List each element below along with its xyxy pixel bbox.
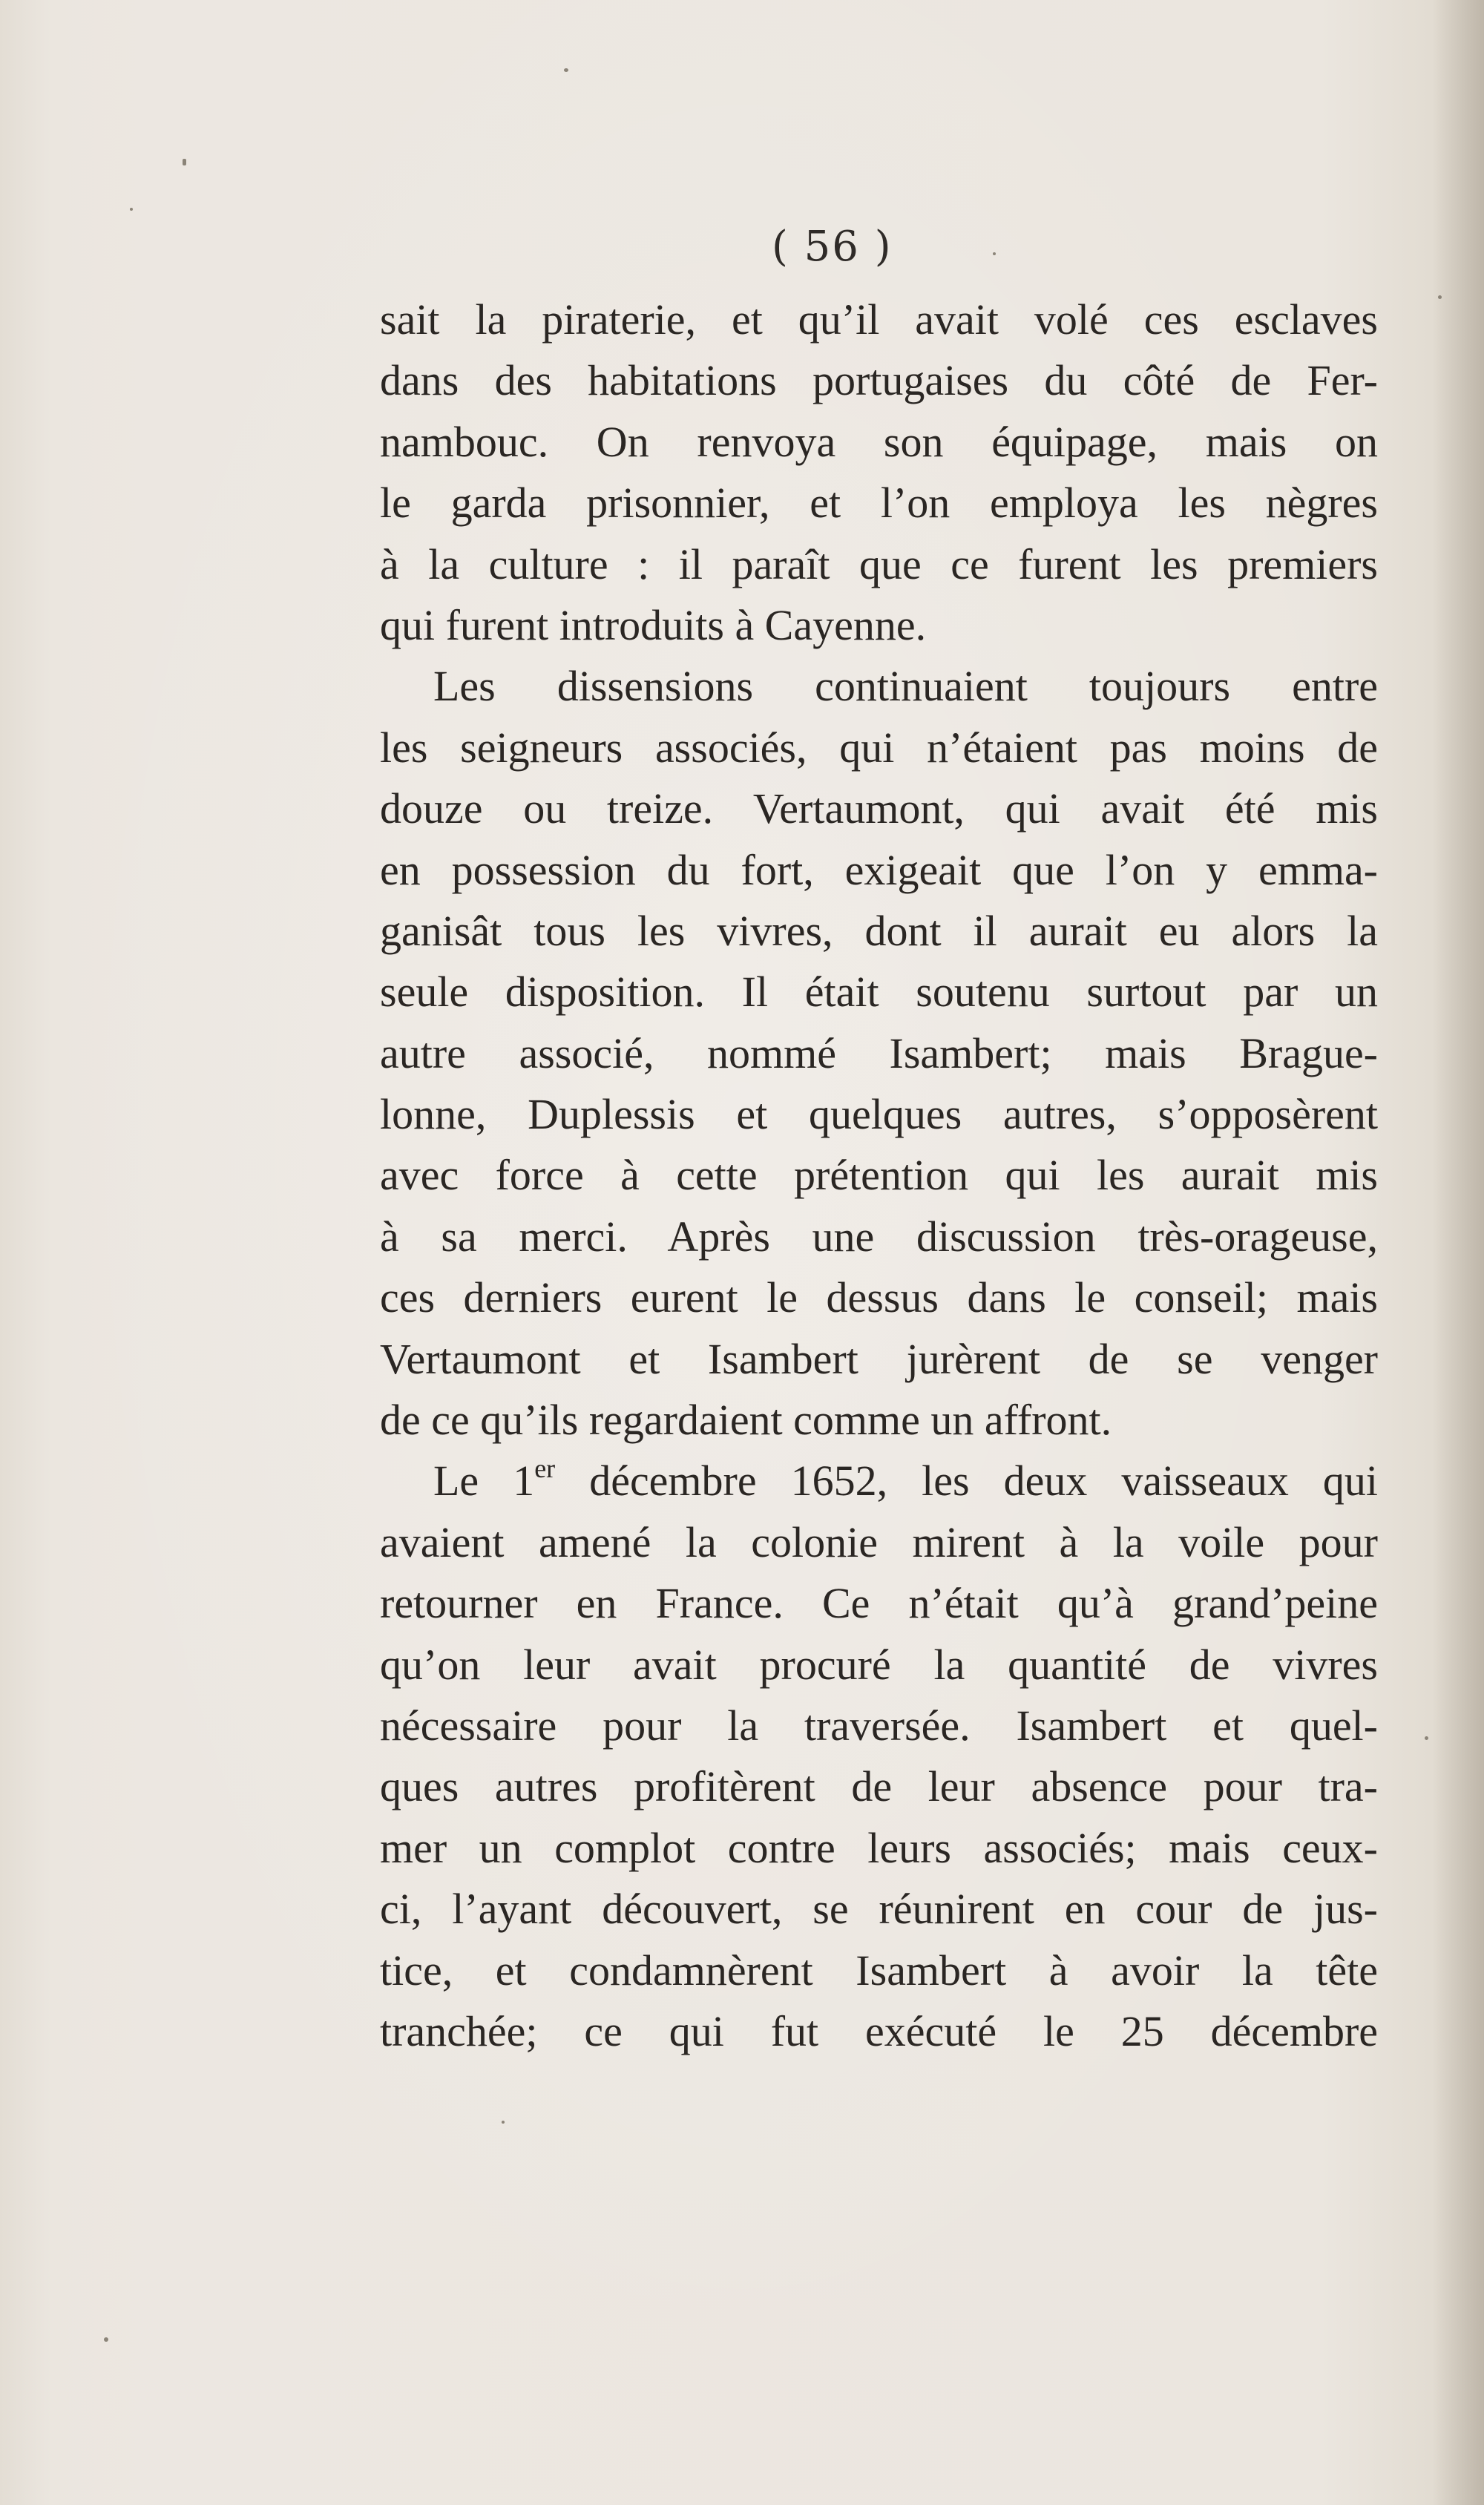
text-line: qui furent introduits à Cayenne. [380, 600, 927, 649]
text-line: avec force à cette prétention qui les aurait mis [380, 1151, 1378, 1200]
text-line: qu’on leur avait procuré la quantité de vivres [380, 1640, 1378, 1689]
text-line [380, 1451, 1378, 1511]
text-line: nécessaire pour la traversée. Isambert et quel- [380, 1701, 1378, 1750]
text-line: avaient amené la colonie mirent à la voile pour [380, 1517, 1378, 1566]
paragraph-3 [380, 1451, 1378, 2062]
text-line: de ce qu’ils regardaient comme un affront. [380, 1396, 1112, 1445]
text-line: sait la piraterie, et qu’il avait volé ces esclaves [380, 295, 1378, 344]
paper-speck [130, 208, 133, 211]
text-line: autre associé, nommé Isambert; mais Brague- [380, 1028, 1378, 1077]
text-line: nambouc. On renvoya son équipage, mais on [380, 417, 1378, 466]
page-number: ( 56 ) [772, 223, 893, 271]
text-fragment: décembre 1652, les deux vaisseaux qui [555, 1457, 1378, 1506]
paper-speck [993, 252, 996, 255]
text-line: ci, l’ayant découvert, se réunirent en cour de jus- [380, 1885, 1378, 1934]
text-line: retourner en France. Ce n’était qu’à grand’peine [380, 1579, 1378, 1628]
text-line: Les dissensions continuaient toujours entre [433, 662, 1378, 711]
superscript: er [534, 1454, 556, 1484]
paragraph-2 [380, 656, 1378, 1451]
paper-speck [183, 159, 186, 165]
text-line: ganisât tous les vivres, dont il aurait eu alors la [380, 906, 1378, 955]
text-line: lonne, Duplessis et quelques autres, s’opposèrent [380, 1090, 1378, 1139]
text-line: douze ou treize. Vertaumont, qui avait été mis [380, 784, 1378, 833]
text-line: Vertaumont et Isambert jurèrent de se venger [380, 1334, 1378, 1383]
page-body-text [380, 289, 1378, 2062]
paper-speck [104, 2337, 108, 2342]
text-line: à la culture : il paraît que ce furent les premiers [380, 539, 1378, 588]
text-line: tice, et condamnèrent Isambert à avoir la tête [380, 1946, 1378, 1995]
paper-speck [1438, 295, 1442, 299]
text-line: tranchée; ce qui fut exécuté le 25 décembre [380, 2006, 1378, 2055]
text-fragment: Le 1 [433, 1457, 535, 1506]
paper-speck [502, 2121, 505, 2124]
paragraph-1 [380, 289, 1378, 656]
page-edge-shadow [1432, 0, 1484, 2505]
text-line: mer un complot contre leurs associés; mais ceux- [380, 1823, 1378, 1872]
text-line: seule disposition. Il était soutenu surtout par un [380, 968, 1378, 1017]
text-line: le garda prisonnier, et l’on employa les nègres [380, 479, 1378, 528]
paper-speck [564, 68, 568, 72]
text-line: ques autres profitèrent de leur absence pour tra- [380, 1762, 1378, 1811]
text-line: les seigneurs associés, qui n’étaient pas moins de [380, 723, 1378, 772]
text-line: à sa merci. Après une discussion très-orageuse, [380, 1212, 1378, 1261]
text-line: en possession du fort, exigeait que l’on y emma- [380, 845, 1378, 894]
paper-speck [1425, 1736, 1428, 1740]
text-line: ces derniers eurent le dessus dans le conseil; mais [380, 1273, 1378, 1322]
text-line: dans des habitations portugaises du côté de Fer- [380, 356, 1378, 405]
